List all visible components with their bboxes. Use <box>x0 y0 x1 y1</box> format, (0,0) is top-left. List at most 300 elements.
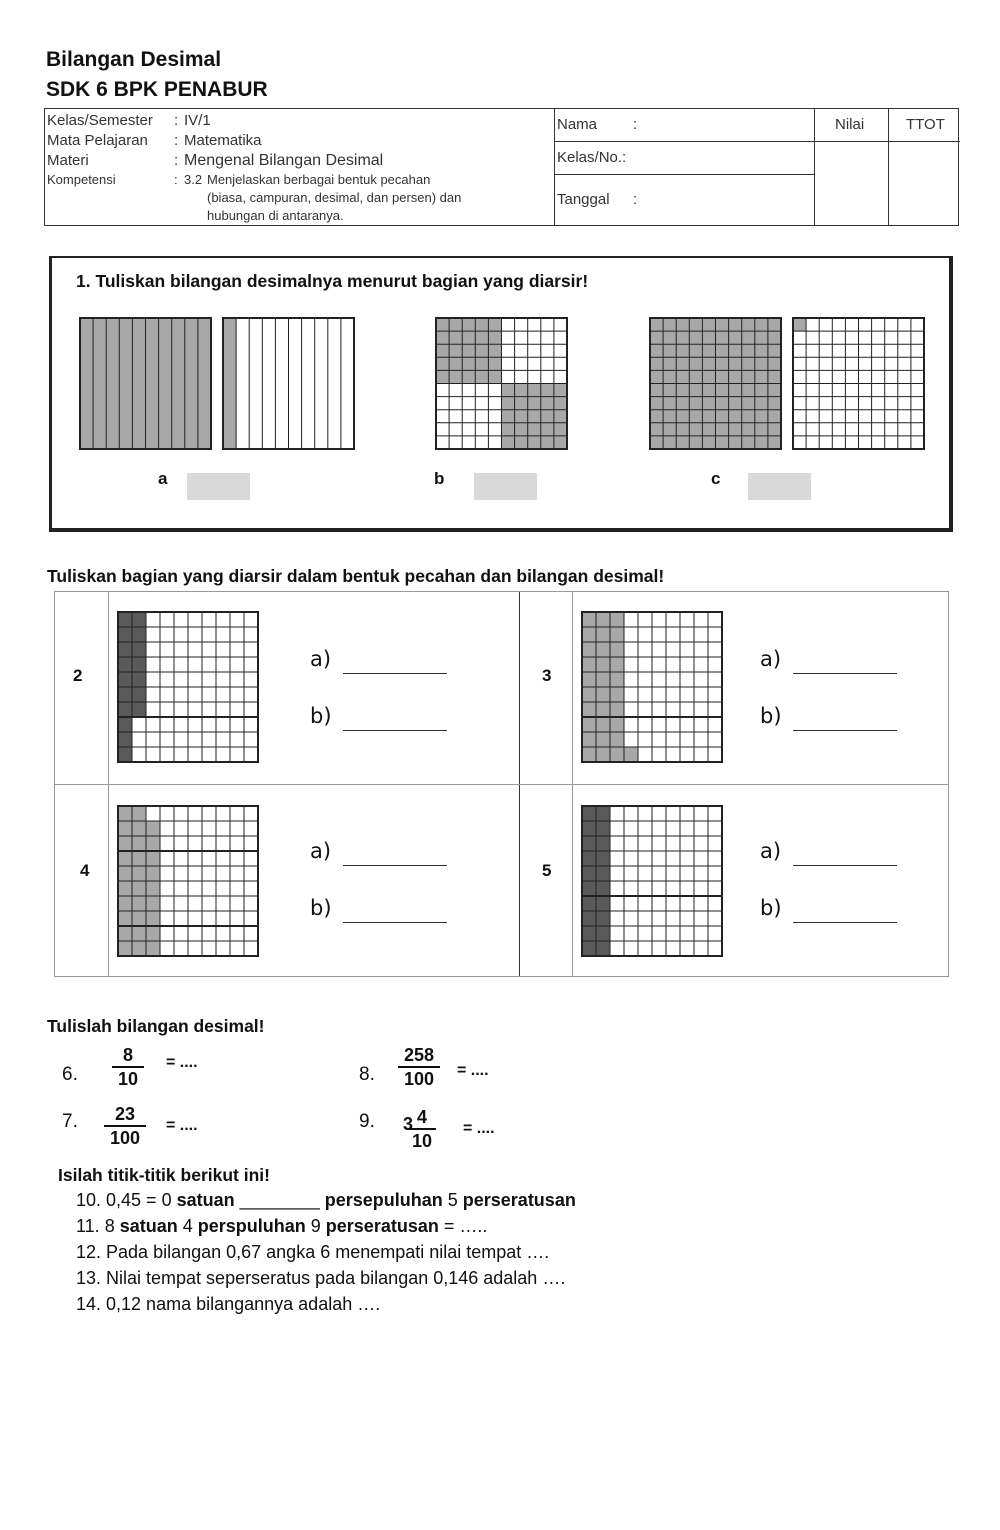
grid-cell <box>845 384 858 397</box>
q3-a-label: a) <box>760 647 782 671</box>
grid-cell <box>475 357 488 370</box>
grid-cell <box>819 331 832 344</box>
grid-cell <box>462 410 475 423</box>
strip <box>119 318 132 449</box>
grid-cell <box>689 344 702 357</box>
q5-b-answer-line[interactable] <box>793 922 897 923</box>
grid-cell <box>502 331 515 344</box>
strip <box>93 318 106 449</box>
grid-cell <box>885 436 898 449</box>
strip <box>132 318 145 449</box>
grid-cell <box>832 370 845 383</box>
grid-cell <box>768 370 781 383</box>
grid-cell <box>872 344 885 357</box>
grid-cell <box>768 357 781 370</box>
grid-cell <box>475 384 488 397</box>
figure-c-full <box>650 318 781 449</box>
grid-cell <box>449 436 462 449</box>
colon: : <box>633 116 638 133</box>
grid-cell <box>702 397 715 410</box>
grid-cell <box>462 344 475 357</box>
grid-cell <box>689 370 702 383</box>
question-13: 13. Nilai tempat seperseratus pada bilangan 0,146 adalah …. <box>76 1268 566 1288</box>
grid-cell <box>898 397 911 410</box>
tanggal-label: Tanggal <box>557 191 610 208</box>
grid-cell <box>462 436 475 449</box>
grid-cell <box>554 423 567 436</box>
grid-cell <box>729 384 742 397</box>
q4-b-answer-line[interactable] <box>343 922 447 923</box>
q5-a-answer-line[interactable] <box>793 865 897 866</box>
grid-cell <box>663 410 676 423</box>
grid-cell <box>663 331 676 344</box>
grid-cell <box>729 318 742 331</box>
section4-instruction: Isilah titik-titik berikut ini! <box>58 1165 270 1185</box>
q6-number: 6. <box>62 1064 78 1085</box>
grid-cell <box>436 370 449 383</box>
grid-cell <box>475 370 488 383</box>
grid-cell <box>515 344 528 357</box>
grid-cell <box>475 436 488 449</box>
grid-cell <box>768 397 781 410</box>
grid-cell <box>663 318 676 331</box>
grid-cell <box>528 423 541 436</box>
grid-cell <box>755 436 768 449</box>
grid-cell <box>462 357 475 370</box>
grid-cell <box>541 331 554 344</box>
kelas-value: IV/1 <box>184 112 211 129</box>
grid-cell <box>806 318 819 331</box>
grid-cell <box>436 423 449 436</box>
grid-cell <box>911 344 924 357</box>
q11-perseratusan: perseratusan <box>325 1216 439 1236</box>
section1-instruction: 1. Tuliskan bilangan desimalnya menurut bagian yang diarsir! <box>76 271 589 291</box>
question-11 <box>76 1216 487 1237</box>
answer-box-a[interactable] <box>187 473 250 500</box>
grid-cell <box>702 410 715 423</box>
grid-cell <box>768 410 781 423</box>
grid-cell <box>716 397 729 410</box>
grid-cell <box>436 318 449 331</box>
q10-satuan: satuan <box>176 1190 235 1210</box>
kompetensi-code: 3.2 <box>184 172 203 187</box>
grid-cell <box>515 423 528 436</box>
grid-cell <box>515 397 528 410</box>
grid-cell <box>650 344 663 357</box>
grid-cell <box>462 384 475 397</box>
grid-cell <box>755 318 768 331</box>
q4-a-answer-line[interactable] <box>343 865 447 866</box>
strip <box>159 318 172 449</box>
label-b: b <box>434 469 445 488</box>
grid-cell <box>845 331 858 344</box>
grid-cell <box>541 410 554 423</box>
grid-cell <box>554 410 567 423</box>
grid-cell <box>898 423 911 436</box>
grid-cell <box>528 370 541 383</box>
q4-a-label: a) <box>310 839 332 863</box>
figure-b <box>436 318 567 449</box>
grid-cell <box>872 370 885 383</box>
grid-cell <box>436 436 449 449</box>
q6-numerator: 8 <box>112 1044 144 1068</box>
question-10 <box>76 1190 576 1211</box>
q10-digit: 5 <box>442 1190 463 1210</box>
grid-cell <box>911 357 924 370</box>
grid-cell <box>885 370 898 383</box>
strip <box>302 318 315 449</box>
grid-cell <box>819 397 832 410</box>
grid-cell <box>806 331 819 344</box>
grid-cell <box>872 397 885 410</box>
grid-cell <box>716 331 729 344</box>
grid-cell <box>742 384 755 397</box>
grid-cell <box>502 410 515 423</box>
mapel-label: Mata Pelajaran <box>47 132 148 149</box>
grid-cell <box>911 423 924 436</box>
grid-cell <box>729 436 742 449</box>
q8-denominator: 100 <box>403 1069 435 1089</box>
grid-cell <box>806 344 819 357</box>
kompetensi-line1: Menjelaskan berbagai bentuk pecahan <box>207 172 431 187</box>
grid-cell <box>872 357 885 370</box>
grid-cell <box>676 318 689 331</box>
grid-cell <box>663 370 676 383</box>
grid-cell <box>832 344 845 357</box>
grid-cell <box>689 410 702 423</box>
grid-cell <box>676 397 689 410</box>
grid-cell <box>885 357 898 370</box>
grid-cell <box>885 410 898 423</box>
grid-cell <box>515 370 528 383</box>
grid-cell <box>436 397 449 410</box>
q10-blank: ________ <box>234 1190 325 1210</box>
grid-cell <box>554 397 567 410</box>
strip <box>198 318 211 449</box>
grid-cell <box>702 344 715 357</box>
q9-denominator: 10 <box>411 1131 433 1151</box>
grid-cell <box>475 410 488 423</box>
q10-perseratusan: perseratusan <box>462 1190 576 1210</box>
grid-cell <box>702 357 715 370</box>
grid-cell <box>898 370 911 383</box>
grid-cell <box>898 410 911 423</box>
grid-cell <box>859 331 872 344</box>
q3-b-answer-line[interactable] <box>793 730 897 731</box>
strip <box>262 318 275 449</box>
grid-cell <box>819 436 832 449</box>
grid-cell <box>528 331 541 344</box>
grid-cell <box>845 318 858 331</box>
grid-cell <box>859 436 872 449</box>
grid-cell <box>449 397 462 410</box>
q3-a-answer-line[interactable] <box>793 673 897 674</box>
grid-cell <box>541 318 554 331</box>
grid-cell <box>832 423 845 436</box>
grid-cell <box>832 331 845 344</box>
grid-cell <box>793 423 806 436</box>
grid-cell <box>845 357 858 370</box>
grid-cell <box>793 436 806 449</box>
grid-cell <box>832 318 845 331</box>
grid-cell <box>898 436 911 449</box>
grid-cell <box>859 397 872 410</box>
grid-cell <box>449 344 462 357</box>
grid-cell <box>462 370 475 383</box>
q2-a-answer-line[interactable] <box>343 673 447 674</box>
grid-cell <box>768 423 781 436</box>
q5-b-label: b) <box>760 896 782 920</box>
grid-cell <box>755 397 768 410</box>
grid-cell <box>898 384 911 397</box>
kompetensi-line2: (biasa, campuran, desimal, dan persen) dan <box>207 190 462 205</box>
grid-cell <box>436 410 449 423</box>
grid-cell <box>541 357 554 370</box>
grid-cell <box>806 423 819 436</box>
grid-cell <box>793 410 806 423</box>
section3-instruction: Tulislah bilangan desimal! <box>47 1016 265 1036</box>
grid-cell <box>475 331 488 344</box>
q7-equals: = .... <box>166 1117 198 1134</box>
grid-cell <box>872 331 885 344</box>
nama-label: Nama <box>557 116 598 133</box>
grid-cell <box>449 410 462 423</box>
grid-cell <box>755 384 768 397</box>
grid-cell <box>885 397 898 410</box>
grid-cell <box>845 370 858 383</box>
grid-cell <box>742 370 755 383</box>
grid-cell <box>742 344 755 357</box>
grid-cell <box>663 344 676 357</box>
q9-number: 9. <box>359 1111 375 1132</box>
grid-cell <box>515 318 528 331</box>
figure-a-full <box>80 318 211 449</box>
grid-cell <box>729 397 742 410</box>
grid-cell <box>768 384 781 397</box>
grid-cell <box>859 344 872 357</box>
grid-cell <box>729 410 742 423</box>
grid-cell <box>806 357 819 370</box>
q10-persepuluhan: persepuluhan <box>324 1190 443 1210</box>
grid-cell <box>755 344 768 357</box>
grid-cell <box>742 397 755 410</box>
grid-cell <box>755 357 768 370</box>
q11-digit-9: 9 <box>305 1216 326 1236</box>
grid-cell <box>515 331 528 344</box>
grid-cell <box>716 436 729 449</box>
grid-cell <box>676 370 689 383</box>
grid-cell <box>676 423 689 436</box>
strip <box>275 318 288 449</box>
grid-cell <box>676 357 689 370</box>
grid-cell <box>650 436 663 449</box>
strip <box>236 318 249 449</box>
answer-box-b[interactable] <box>474 473 537 500</box>
grid-cell <box>663 436 676 449</box>
grid-cell <box>845 436 858 449</box>
grid-cell <box>541 436 554 449</box>
school-name: SDK 6 BPK PENABUR <box>46 78 268 101</box>
grid-cell <box>716 318 729 331</box>
grid-cell <box>488 384 501 397</box>
grid-cell <box>832 357 845 370</box>
grid-cell <box>859 410 872 423</box>
grid-cell <box>449 357 462 370</box>
grid-cell <box>845 423 858 436</box>
grid-cell <box>898 318 911 331</box>
grid-cell <box>663 397 676 410</box>
grid-cell <box>911 410 924 423</box>
question-number-3: 3 <box>542 666 552 685</box>
grid-cell <box>488 357 501 370</box>
grid-cell <box>716 344 729 357</box>
grid-cell <box>689 436 702 449</box>
strip <box>223 318 236 449</box>
grid-cell <box>663 423 676 436</box>
grid-cell <box>885 331 898 344</box>
grid-cell <box>702 331 715 344</box>
grid-cell <box>793 370 806 383</box>
grid-cell <box>449 318 462 331</box>
grid-cell <box>729 423 742 436</box>
grid-cell <box>819 318 832 331</box>
grid-cell <box>793 344 806 357</box>
grid-cell <box>650 357 663 370</box>
grid-cell <box>502 423 515 436</box>
grid-cell <box>689 331 702 344</box>
q11-digit-4: 4 <box>177 1216 198 1236</box>
grid-cell <box>859 318 872 331</box>
grid-cell <box>885 318 898 331</box>
grid-cell <box>488 331 501 344</box>
question-12: 12. Pada bilangan 0,67 angka 6 menempati nilai tempat …. <box>76 1242 550 1262</box>
grid-cell <box>528 410 541 423</box>
materi-value: Mengenal Bilangan Desimal <box>184 152 384 169</box>
grid-cell <box>488 423 501 436</box>
grid-cell <box>806 397 819 410</box>
grid-cell <box>502 357 515 370</box>
q5-a-label: a) <box>760 839 782 863</box>
grid-cell <box>755 423 768 436</box>
grid-cell <box>819 384 832 397</box>
worksheet-title: Bilangan Desimal <box>46 48 222 71</box>
grid-cell <box>689 357 702 370</box>
grid-cell <box>755 331 768 344</box>
grid-cell <box>911 397 924 410</box>
grid-cell <box>650 318 663 331</box>
grid-cell <box>742 410 755 423</box>
strip <box>341 318 354 449</box>
grid-cell <box>806 410 819 423</box>
grid-cell <box>528 384 541 397</box>
grid-cell <box>554 357 567 370</box>
grid-cell <box>528 344 541 357</box>
grid-cell <box>702 436 715 449</box>
grid-cell <box>768 436 781 449</box>
grid-cell <box>793 331 806 344</box>
grid-cell <box>449 384 462 397</box>
grid-cell <box>716 357 729 370</box>
grid-cell <box>462 331 475 344</box>
grid-cell <box>436 384 449 397</box>
grid-cell <box>676 384 689 397</box>
grid-cell <box>502 370 515 383</box>
grid-cell <box>872 410 885 423</box>
figure-a-partial <box>223 318 354 449</box>
grid-cell <box>729 357 742 370</box>
grid-cell <box>702 318 715 331</box>
grid-cell <box>541 423 554 436</box>
grid-cell <box>845 397 858 410</box>
q11-satuan: satuan <box>119 1216 178 1236</box>
grid-cell <box>859 357 872 370</box>
grid-cell <box>859 370 872 383</box>
grid-cell <box>515 384 528 397</box>
grid-cell <box>502 318 515 331</box>
grid-cell <box>502 384 515 397</box>
grid-cell <box>742 423 755 436</box>
strip <box>289 318 302 449</box>
q2-b-label: b) <box>310 704 332 728</box>
q9-whole: 3 <box>403 1114 414 1134</box>
q9-fraction <box>408 1106 436 1152</box>
grid-cell <box>793 357 806 370</box>
grid-cell <box>676 331 689 344</box>
grid-cell <box>793 397 806 410</box>
grid-cell <box>650 331 663 344</box>
grid-cell <box>475 397 488 410</box>
grid-cell <box>462 397 475 410</box>
q7-fraction <box>104 1103 146 1149</box>
ttot-label: TTOT <box>906 116 945 133</box>
grid-cell <box>793 318 806 331</box>
grid-cell <box>541 384 554 397</box>
grid-cell <box>742 318 755 331</box>
grid-cell <box>436 331 449 344</box>
label-a: a <box>158 469 168 488</box>
grid-cell <box>488 436 501 449</box>
strip <box>172 318 185 449</box>
q8-numerator: 258 <box>398 1044 440 1068</box>
grid-cell <box>806 384 819 397</box>
question-number-2: 2 <box>73 666 83 685</box>
grid-cell <box>650 370 663 383</box>
strip <box>80 318 93 449</box>
grid-cell <box>528 436 541 449</box>
materi-label: Materi <box>47 152 89 169</box>
grid-cell <box>436 357 449 370</box>
strip <box>146 318 159 449</box>
answer-box-c[interactable] <box>748 473 811 500</box>
grid-cell <box>436 344 449 357</box>
grid-cell <box>502 436 515 449</box>
grid-cell <box>755 370 768 383</box>
q8-number: 8. <box>359 1064 375 1085</box>
grid-cell <box>462 423 475 436</box>
colon: : <box>174 152 179 169</box>
grid-cell <box>689 384 702 397</box>
grid-cell <box>515 410 528 423</box>
figure-c-partial <box>793 318 924 449</box>
nilai-label: Nilai <box>835 116 865 133</box>
q2-b-answer-line[interactable] <box>343 730 447 731</box>
grid-cell <box>554 344 567 357</box>
colon: : <box>174 172 178 187</box>
grid-cell <box>541 370 554 383</box>
grid-cell <box>541 344 554 357</box>
grid-cell <box>528 357 541 370</box>
kelas-label: Kelas/Semester <box>47 112 153 129</box>
